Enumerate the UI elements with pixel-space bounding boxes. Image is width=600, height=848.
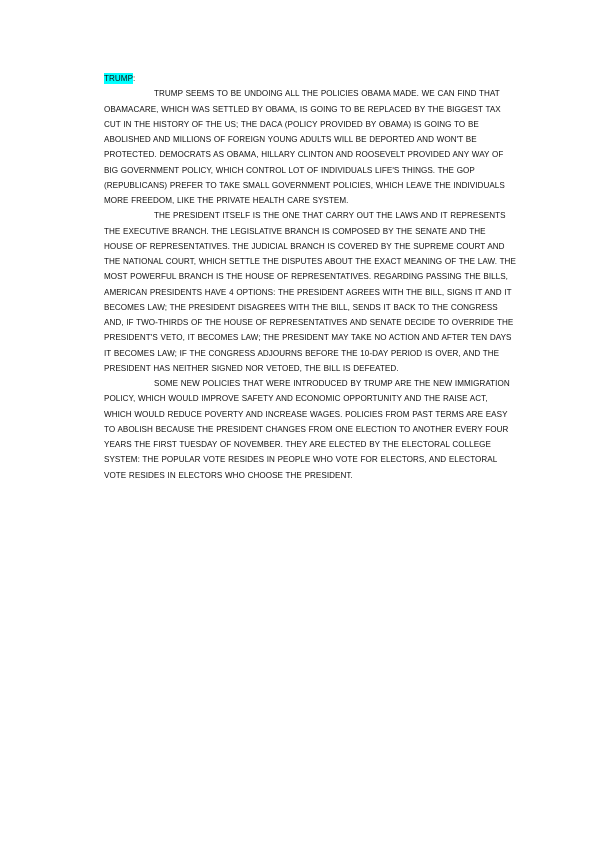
document-title-line <box>104 71 516 86</box>
document-title-colon: : <box>133 74 136 83</box>
document-body <box>104 71 516 483</box>
paragraph-3: SOME NEW POLICIES THAT WERE INTRODUCED BY TRUMP ARE THE NEW IMMIGRATION POLICY, WHICH WOULD IMPROVE SAFETY AND ECONOMIC OPPORTUNITY AND THE RAISE ACT, WHICH WOULD REDUCE POVERTY AND INCREASE WAGES. POLICIES FROM PAST TERMS ARE EASY TO ABOLISH BECAUSE THE PRESIDENT CHANGES FROM ONE ELECTION TO ANOTHER EVERY FOUR YEARS THE FIRST TUESDAY OF NOVEMBER. THEY ARE ELECTED BY THE ELECTORAL COLLEGE SYSTEM: THE POPULAR VOTE RESIDES IN PEOPLE WHO VOTE FOR ELECTORS, AND ELECTORAL VOTE RESIDES IN ELECTORS WHO CHOOSE THE PRESIDENT. <box>104 379 510 480</box>
paragraph-2: THE PRESIDENT ITSELF IS THE ONE THAT CARRY OUT THE LAWS AND IT REPRESENTS THE EXECUTIVE BRANCH. THE LEGISLATIVE BRANCH IS COMPOSED BY THE SENATE AND THE HOUSE OF REPRESENTATIVES. THE JUDICIAL BRANCH IS COVERED BY THE SUPREME COURT AND THE NATIONAL COURT, WHICH SETTLE THE DISPUTES ABOUT THE EXACT MEANING OF THE LAW. THE MOST POWERFUL BRANCH IS THE HOUSE OF REPRESENTATIVES. REGARDING PASSING THE BILLS, AMERICAN PRESIDENTS HAVE 4 OPTIONS: THE PRESIDENT AGREES WITH THE BILL, SIGNS IT AND IT BECOMES LAW; THE PRESIDENT DISAGREES WITH THE BILL, SENDS IT BACK TO THE CONGRESS AND, IF TWO-THIRDS OF THE HOUSE OF REPRESENTATIVES AND SENATE DECIDE TO OVERRIDE THE PRESIDENT'S VETO, IT BECOMES LAW; THE PRESIDENT MAY TAKE NO ACTION AND AFTER TEN DAYS IT BECOMES LAW; IF THE CONGRESS ADJOURNS BEFORE THE 10-DAY PERIOD IS OVER, AND THE PRESIDENT HAS NEITHER SIGNED NOR VETOED, THE BILL IS DEFEATED. <box>104 211 516 373</box>
paragraph-1: TRUMP SEEMS TO BE UNDOING ALL THE POLICIES OBAMA MADE. WE CAN FIND THAT OBAMACARE, WHICH WAS SETTLED BY OBAMA, IS GOING TO BE REPLACED BY THE BIGGEST TAX CUT IN THE HISTORY OF THE US; THE DACA (POLICY PROVIDED BY OBAMA) IS GOING TO BE ABOLISHED AND MILLIONS OF FOREIGN YOUNG ADULTS WILL BE DEPORTED AND WON'T BE PROTECTED. DEMOCRATS AS OBAMA, HILLARY CLINTON AND ROOSEVELT PROVIDED ANY WAY OF BIG GOVERNMENT POLICY, WHICH CONTROL LOT OF INDIVIDUALS LIFE'S THINGS. THE GOP (REPUBLICANS) PREFER TO TAKE SMALL GOVERNMENT POLICIES, WHICH LEAVE THE INDIVIDUALS MORE FREEDOM, LIKE THE PRIVATE HEALTH CARE SYSTEM. <box>104 89 505 205</box>
document-title: TRUMP <box>104 74 134 83</box>
